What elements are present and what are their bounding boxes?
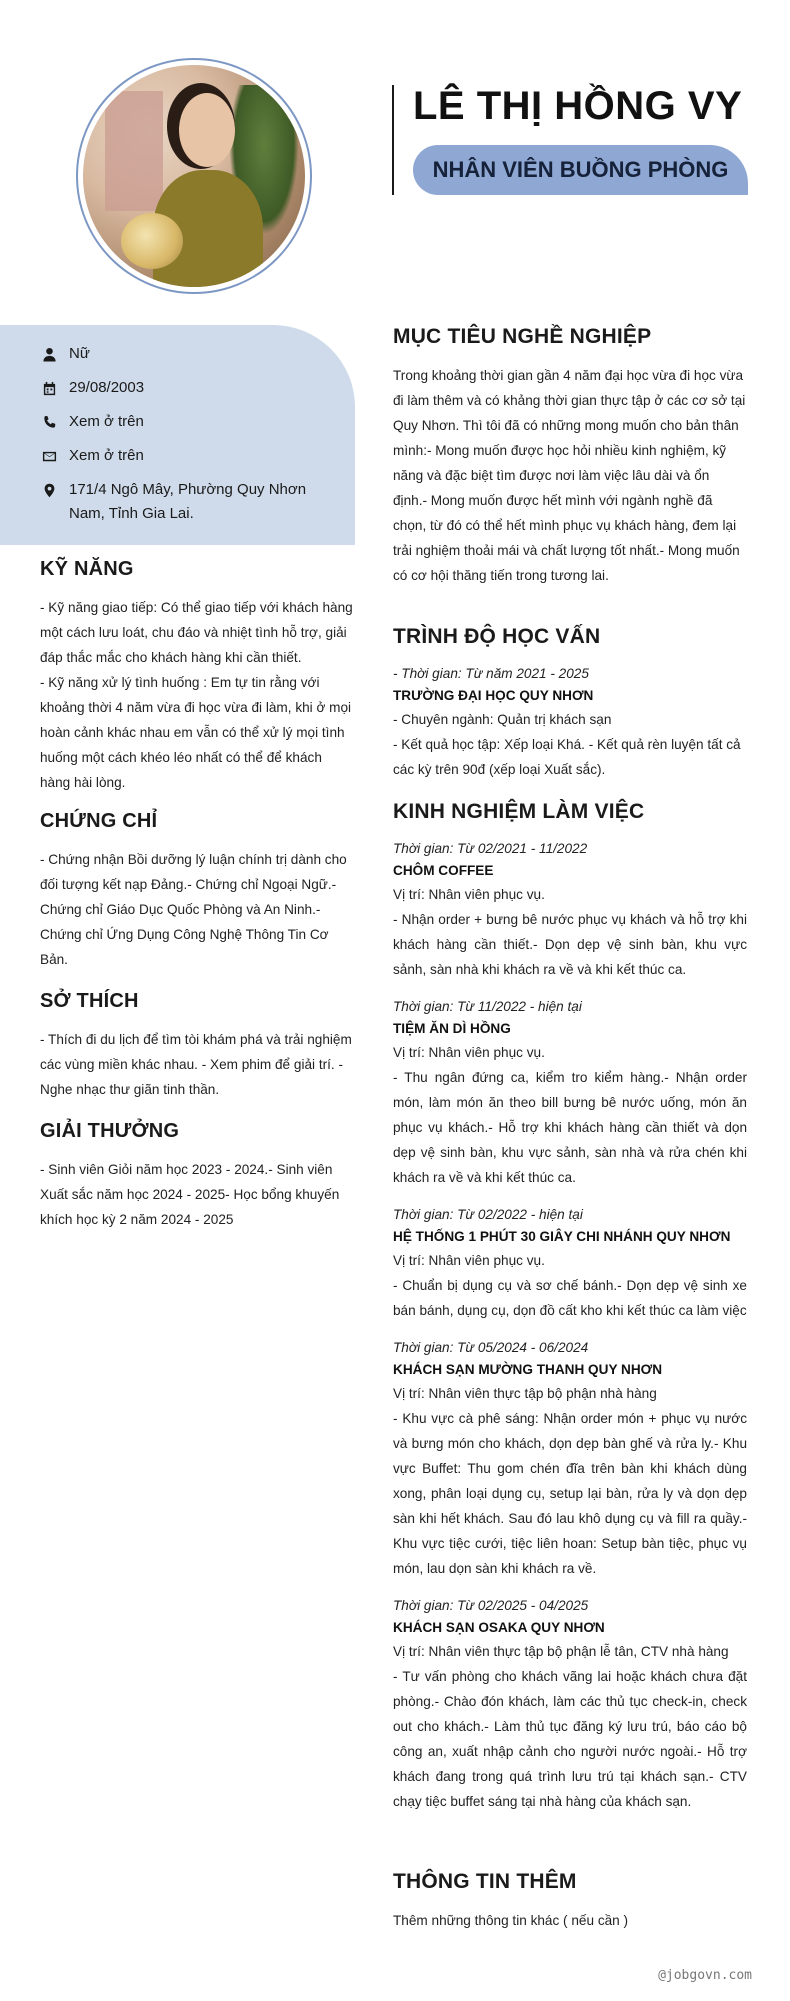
job-position: Vị trí: Nhân viên phục vụ. (393, 1045, 545, 1060)
objective-title: MỤC TIÊU NGHỀ NGHIỆP (393, 325, 652, 348)
awards-text: - Sinh viên Giỏi năm học 2023 - 2024.- Sinh viên Xuất sắc năm học 2024 - 2025- Học bổng khuyến khích học kỳ 2 năm 2024 - 2025 (40, 1162, 340, 1227)
experience-item (393, 1337, 747, 1581)
job-position: Vị trí: Nhân viên thực tập bộ phận nhà hàng (393, 1386, 657, 1401)
job-desc: - Chuẩn bị dụng cụ và sơ chế bánh.- Dọn dẹp vệ sinh xe bán bánh, dụng cụ, dọn đồ cất kho khi kết thúc ca làm việc (393, 1278, 747, 1318)
hobbies-section (40, 990, 355, 1102)
hobbies-text: - Thích đi du lịch để tìm tòi khám phá và trải nghiệm các vùng miền khác nhau. - Xem phim để giải trí. - Nghe nhạc thư giãn tinh thần. (40, 1032, 352, 1097)
contact-phone (40, 410, 340, 434)
skills-item-problem-solving: - Kỹ năng xử lý tình huống : Em tự tin rằng với khoảng thời 4 năm vừa đi học vừa đi làm, khi ở mọi hoàn cảnh khác nhau em vẫn có thể xử lý mọi tình huống một cách khéo léo nhất có thể để khách hàng hài lòng. (40, 675, 352, 790)
skills-title: KỸ NĂNG (40, 558, 134, 580)
job-time: Thời gian: Từ 11/2022 - hiện tại (393, 999, 582, 1014)
skills-section (40, 558, 355, 795)
job-desc: - Khu vực cà phê sáng: Nhận order món + phục vụ nước và bưng món cho khách, dọn dẹp bàn ghế và rửa ly.- Khu vực Buffet: Thu gom chén đĩa trên bàn khi khách dùng xong, phân loại dụng cụ, setup lại bàn, rửa ly và dọn dẹp sàn khi hết khách. Sau đó lau khô dụng cụ và fill ra quầy.- Khu vực tiệc cưới, tiệc liên hoan: Setup bàn tiệc, phục vụ món, lau dọn sàn khi khách ra về. (393, 1411, 747, 1576)
job-position: Vị trí: Nhân viên thực tập bộ phận lễ tân, CTV nhà hàng (393, 1644, 729, 1659)
job-time: Thời gian: Từ 02/2022 - hiện tại (393, 1207, 583, 1222)
profile-photo-frame (76, 58, 312, 294)
contact-list (40, 342, 340, 536)
job-org: KHÁCH SẠN OSAKA QUY NHƠN (393, 1620, 605, 1635)
experience-item (393, 838, 747, 982)
watermark: @jobgovn.com (658, 1968, 752, 1983)
photo-background-painting (105, 91, 163, 211)
extra-info-section (393, 1870, 747, 1933)
header-divider (392, 85, 394, 195)
job-org: CHÔM COFFEE (393, 863, 494, 878)
extra-info-text: Thêm những thông tin khác ( nếu cần ) (393, 1913, 629, 1928)
education-section (393, 625, 747, 782)
job-position: Vị trí: Nhân viên phục vụ. (393, 1253, 545, 1268)
contact-address-text: 171/4 Ngô Mây, Phường Quy Nhơn Nam, Tỉnh Gia Lai. (69, 481, 307, 522)
contact-gender-text: Nữ (69, 345, 90, 362)
education-school: TRƯỜNG ĐẠI HỌC QUY NHƠN (393, 688, 594, 703)
hobbies-title: SỞ THÍCH (40, 990, 139, 1012)
job-org: HỆ THỐNG 1 PHÚT 30 GIÂY CHI NHÁNH QUY NHƠN (393, 1229, 731, 1244)
education-result: - Kết quả học tập: Xếp loại Khá. - Kết quả rèn luyện tất cả các kỳ trên 90đ (xếp loại Xuất sắc). (393, 737, 741, 777)
contact-email-text: Xem ở trên (69, 447, 144, 464)
certificates-title: CHỨNG CHỈ (40, 810, 158, 832)
contact-address (40, 478, 340, 526)
job-org: KHÁCH SẠN MƯỜNG THANH QUY NHƠN (393, 1362, 663, 1377)
contact-email (40, 444, 340, 468)
experience-section (393, 800, 747, 1828)
user-icon (40, 342, 58, 366)
awards-section (40, 1120, 355, 1232)
photo-person-head (179, 93, 235, 167)
awards-title: GIẢI THƯỞNG (40, 1120, 180, 1142)
job-org: TIỆM ĂN DÌ HỒNG (393, 1021, 511, 1036)
job-title-text: NHÂN VIÊN BUỒNG PHÒNG (432, 157, 729, 182)
job-time: Thời gian: Từ 05/2024 - 06/2024 (393, 1340, 589, 1355)
objective-section (393, 325, 747, 588)
job-time: Thời gian: Từ 02/2025 - 04/2025 (393, 1598, 589, 1613)
certificates-section (40, 810, 355, 972)
job-desc: - Tư vấn phòng cho khách vãng lai hoặc khách chưa đặt phòng.- Chào đón khách, làm các thủ tục check-in, check out cho khách.- Làm thủ tục đăng ký lưu trú, báo cáo bộ công an, xuất nhập cảnh cho người nước ngoài.- Hỗ trợ khách đang trong quá trình lưu trú tại khách sạn.- CTV chạy tiệc buffet sáng tại nhà hàng của khách sạn. (393, 1669, 747, 1809)
experience-item (393, 1204, 747, 1323)
job-desc: - Nhận order + bưng bê nước phục vụ khách và hỗ trợ khi khách hàng cần thiết.- Dọn dẹp vệ sinh bàn, khu vực sảnh, sàn nhà khi khách ra về và khi kết thúc ca. (393, 912, 747, 977)
job-time: Thời gian: Từ 02/2021 - 11/2022 (393, 841, 588, 856)
experience-item (393, 996, 747, 1190)
contact-phone-text: Xem ở trên (69, 413, 144, 430)
candidate-name: LÊ THỊ HỒNG VY (413, 84, 743, 128)
certificates-text: - Chứng nhận Bồi dưỡng lý luận chính trị dành cho đối tượng kết nạp Đảng.- Chứng chỉ Ngoại Ngữ.- Chứng chỉ Giáo Dục Quốc Phòng và An Ninh.- Chứng chỉ Ứng Dụng Công Nghệ Thông Tin Cơ Bản. (40, 852, 347, 967)
location-pin-icon (40, 478, 58, 502)
photo-flower-bouquet (121, 213, 183, 269)
job-position: Vị trí: Nhân viên phục vụ. (393, 887, 545, 902)
profile-photo (83, 65, 305, 287)
mail-icon (40, 444, 58, 468)
skills-item-communication: - Kỹ năng giao tiếp: Có thể giao tiếp với khách hàng một cách lưu loát, chu đáo và nhiệt tình hỗ trợ, giải đáp thắc mắc cho khách hàng khi cần thiết. (40, 600, 353, 665)
education-major: - Chuyên ngành: Quản trị khách sạn (393, 712, 612, 727)
extra-info-title: THÔNG TIN THÊM (393, 1870, 577, 1893)
education-title: TRÌNH ĐỘ HỌC VẤN (393, 625, 601, 648)
experience-title: KINH NGHIỆM LÀM VIỆC (393, 800, 645, 823)
contact-birthdate-text: 29/08/2003 (69, 379, 145, 396)
phone-icon (40, 410, 58, 434)
calendar-icon (40, 376, 58, 400)
objective-text: Trong khoảng thời gian gần 4 năm đại học vừa đi học vừa đi làm thêm và có khảng thời gian thực tập ở các cơ sở tại Quy Nhơn. Thì tôi đã có những mong muốn cho bản thân mình:- Mong muốn được học hỏi nhiều kinh nghiệm, kỹ năng và đặc biệt tìm được nơi làm việc lâu dài và ổn định.- Mong muốn được hết mình với ngành nghề đã chọn, từ đó có thể hết mình phục vụ khách hàng, đem lại trải nghiệm thoải mái và chất lượng tốt nhất.- Mong muốn có cơ hội thăng tiến trong tương lai. (393, 368, 746, 583)
contact-birthdate (40, 376, 340, 400)
experience-item (393, 1595, 747, 1814)
job-title-badge (413, 145, 748, 195)
education-time: - Thời gian: Từ năm 2021 - 2025 (393, 666, 589, 681)
job-desc: - Thu ngân đứng ca, kiểm tro kiểm hàng.- Nhận order món, làm món ăn theo bill bưng bê nước uống, món ăn phục vụ khách.- Hỗ trợ khi khách hàng cần thiết và dọn dẹp vệ sinh bàn, khu vực sảnh, sàn nhà và rửa chén khi khách ra về và khi kết thúc ca. (393, 1070, 747, 1185)
contact-gender (40, 342, 340, 366)
